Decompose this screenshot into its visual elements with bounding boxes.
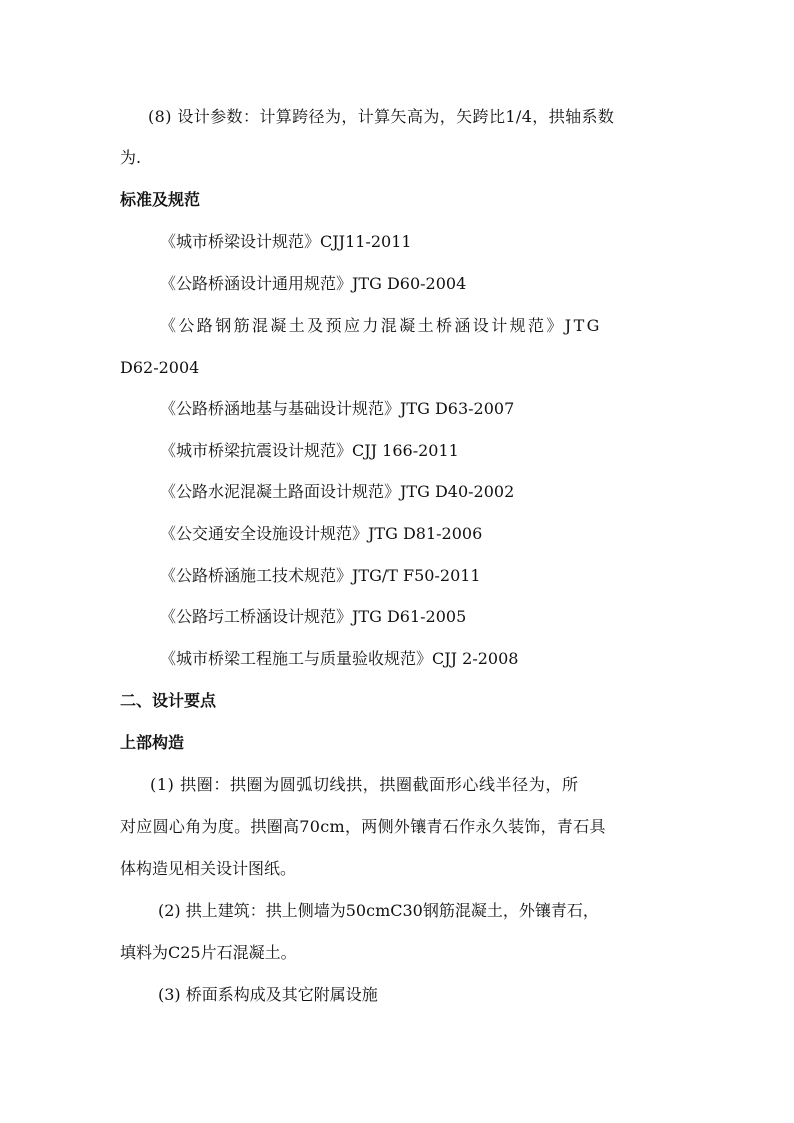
design-params-line-1: (8) 设计参数：计算跨径为，计算矢高为，矢跨比1/4，拱轴系数 [148,107,615,126]
standard-item-2: 《公路桥涵设计通用规范》JTG D60-2004 [160,274,467,293]
subsection-heading-superstructure: 上部构造 [120,733,185,752]
spandrel-line-1: (2) 拱上建筑：拱上侧墙为50cmC30钢筋混凝土，外镶青石， [158,901,599,920]
standard-item-3: 《公路钢筋混凝土及预应力混凝土桥涵设计规范》JTG [160,316,602,335]
standard-item-10: 《城市桥梁工程施工与质量验收规范》CJJ 2-2008 [160,649,519,668]
design-params-line-2: 为. [120,148,142,167]
standard-item-5: 《城市桥梁抗震设计规范》CJJ 166-2011 [160,441,459,460]
deck-system-line: (3) 桥面系构成及其它附属设施 [158,985,378,1004]
section-heading-design-points: 二、设计要点 [120,691,217,710]
standard-item-8: 《公路桥涵施工技术规范》JTG/T F50-2011 [160,566,481,585]
standard-item-3-continued: D62-2004 [120,358,200,377]
standard-item-7: 《公交通安全设施设计规范》JTG D81-2006 [160,524,483,543]
section-heading-standards: 标准及规范 [120,190,201,209]
standard-item-4: 《公路桥涵地基与基础设计规范》JTG D63-2007 [160,399,515,418]
standard-item-9: 《公路圬工桥涵设计规范》JTG D61-2005 [160,607,467,626]
arch-ring-line-1: (1) 拱圈：拱圈为圆弧切线拱，拱圈截面形心线半径为，所 [150,775,579,794]
arch-ring-line-2: 对应圆心角为度。拱圈高70cm，两侧外镶青石作永久装饰，青石具 [120,817,606,836]
standard-item-6: 《公路水泥混凝土路面设计规范》JTG D40-2002 [160,482,515,501]
arch-ring-line-3: 体构造见相关设计图纸。 [120,859,297,878]
standard-item-1: 《城市桥梁设计规范》CJJ11-2011 [160,232,412,251]
spandrel-line-2: 填料为C25片石混凝土。 [120,943,297,962]
